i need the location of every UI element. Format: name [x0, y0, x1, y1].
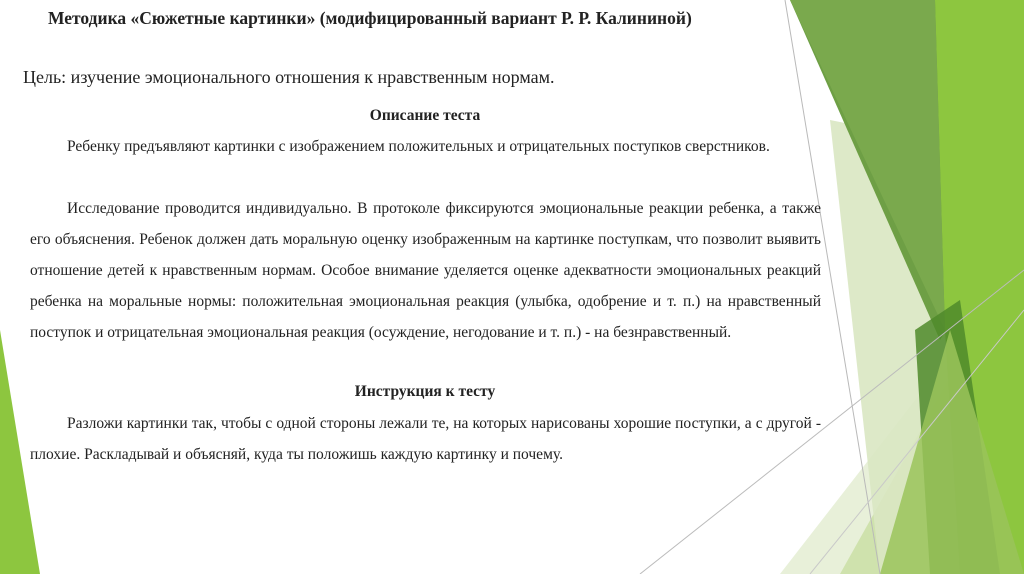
goal-statement: Цель: изучение эмоционального отношения к нравственным нормам.: [23, 67, 555, 87]
description-paragraph-1: Ребенку предъявляют картинки с изображением положительных и отрицательных поступков сверстников.: [67, 138, 770, 155]
slide-title: Методика «Сюжетные картинки» (модифицированный вариант Р. Р. Калининой): [48, 8, 692, 28]
section-heading-instruction: Инструкция к тесту: [354, 383, 496, 400]
description-paragraph-2: Исследование проводится индивидуально. В протоколе фиксируются эмоциональные реакции ребенка, а также его объяснения. Ребенок должен дать моральную оценку изображенным на картинке поступкам, что позволит выявить отношение детей к нравственным нормам. Особое внимание уделяется оценке адекватности эмоциональных реакций ребенка на моральные нормы: положительная эмоциональная реакция (улыбка, одобрение и т. п.) на нравственный поступок и отрицательная эмоциональная реакция (осуждение, негодование и т. п.) - на безнравственный.: [30, 200, 821, 341]
instruction-paragraph: Разложи картинки так, чтобы с одной стороны лежали те, на которых нарисованы хорошие поступки, а с другой - плохие. Раскладывай и объясняй, куда ты положишь каждую картинку и почему.: [30, 415, 821, 463]
section-heading-description: Описание теста: [369, 107, 481, 124]
